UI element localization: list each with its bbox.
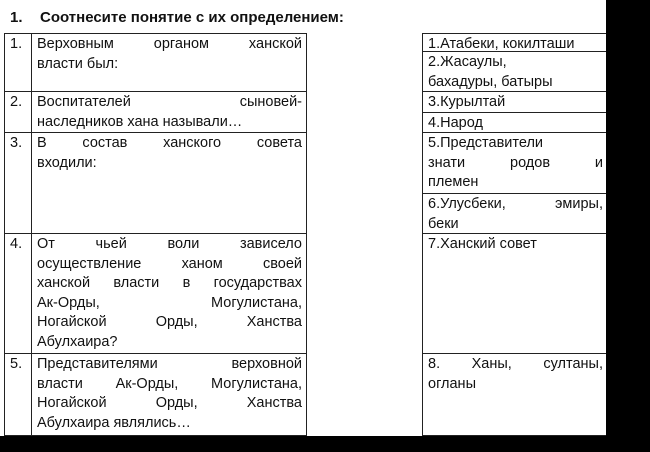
question-line: Ногайской Орды, Ханства: [37, 314, 302, 330]
answer-line: 5.Представители: [428, 135, 544, 151]
answer-cell: [422, 133, 606, 194]
question-line: В состав ханского совета: [37, 135, 302, 151]
answer-cell: [422, 354, 606, 436]
answer-cell: [422, 33, 606, 52]
question-line: Верховным органом ханской: [37, 36, 302, 52]
question-line: Абулхаира?: [37, 333, 118, 350]
question-line: наследников хана называли…: [37, 113, 243, 130]
black-edge-right: [606, 0, 650, 452]
question-text: [31, 234, 307, 354]
answer-cell: [422, 113, 606, 133]
question-line: Ногайской Орды, Ханства: [37, 395, 302, 411]
answer-line: 8. Ханы, султаны,: [428, 356, 603, 372]
question-line: входили:: [37, 154, 97, 171]
task-number: 1.: [10, 9, 23, 26]
question-line: Ак-Орды, Могулистана,: [37, 294, 302, 311]
question-line: Воспитателей сыновей-: [37, 94, 302, 110]
answer-line: знати родов и: [428, 154, 603, 171]
question-number: 1.: [4, 33, 32, 92]
question-line: ханской власти в государствах: [37, 275, 302, 291]
answer-cell: [422, 194, 606, 234]
answer-cell: [422, 234, 606, 354]
question-line: власти Ак-Орды, Могулистана,: [37, 375, 302, 392]
question-text: [31, 92, 307, 133]
answer-line: 3.Курылтай: [428, 94, 506, 110]
answer-line: 7.Ханский совет: [428, 236, 537, 252]
question-number: 2.: [4, 92, 32, 133]
question-line: власти был:: [37, 55, 119, 72]
question-text: [31, 33, 307, 92]
answer-line: 1.Атабеки, кокилташи: [428, 36, 575, 52]
black-edge-bottom: [0, 436, 650, 452]
task-title: Соотнесите понятие с их определением:: [40, 9, 344, 26]
answer-cell: [422, 52, 606, 92]
question-line: осуществление ханом своей: [37, 255, 302, 272]
answer-line: бахадуры, батыры: [428, 73, 553, 90]
question-text: [31, 133, 307, 234]
answer-line: огланы: [428, 375, 476, 392]
answer-line: 4.Народ: [428, 115, 483, 131]
question-number: 4.: [4, 234, 32, 354]
answer-line: 6.Улусбеки, эмиры,: [428, 196, 603, 212]
question-line: Абулхаира являлись…: [37, 414, 191, 431]
task-heading: [10, 9, 344, 29]
question-number: 3.: [4, 133, 32, 234]
question-text: [31, 354, 307, 436]
answer-line: племен: [428, 174, 479, 190]
question-line: Представителями верховной: [37, 356, 302, 372]
question-number: 5.: [4, 354, 32, 436]
answer-cell: [422, 92, 606, 113]
answer-line: беки: [428, 215, 459, 232]
answer-line: 2.Жасаулы,: [428, 54, 507, 70]
question-line: От чьей воли зависело: [37, 236, 302, 252]
